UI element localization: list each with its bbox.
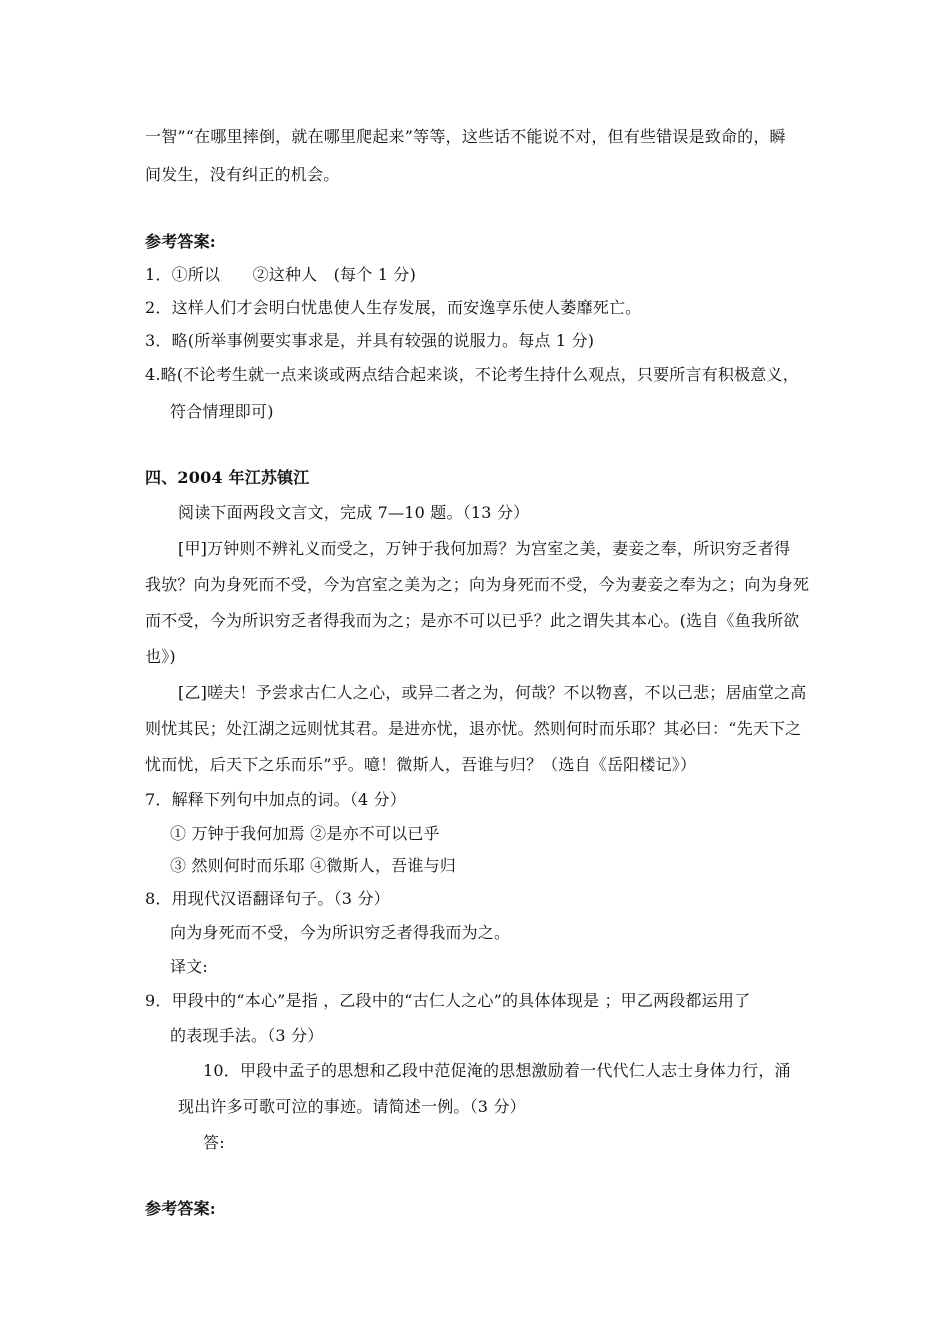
answer-2: 2．这样人们才会明白忧患使人生存发展，而安逸享乐使人萎靡死亡。 bbox=[145, 298, 642, 317]
question-9-line-1: 9．甲段中的“本心”是指 ，乙段中的“古仁人之心”的具体体现是 ；甲乙两段都运用了 bbox=[145, 991, 751, 1010]
passage-jia-line: 也》) bbox=[145, 647, 176, 666]
question-10-line-1: 10．甲段中孟子的思想和乙段中范促淹的思想激励着一代代仁人志士身体力行，涌 bbox=[203, 1061, 791, 1080]
section-heading: 四、2004 年江苏镇江 bbox=[145, 468, 310, 487]
passage-yi-line: [乙]嗟夫！予尝求古仁人之心，或异二者之为，何哉？不以物喜，不以己悲；居庙堂之高 bbox=[178, 683, 807, 702]
intro-line-2: 间发生，没有纠正的机会。 bbox=[145, 165, 340, 184]
question-7-items: ③ 然则何时而乐耶 ④微斯人，吾谁与归 bbox=[170, 856, 456, 875]
answer-label: 答: bbox=[203, 1133, 225, 1152]
answers-heading: 参考答案: bbox=[145, 232, 216, 251]
passage-jia-line: 我欤？向为身死而不受，今为宫室之美为之；向为身死而不受，今为妻妾之奉为之；向为身死 bbox=[145, 575, 810, 594]
question-7-items: ① 万钟于我何加焉 ②是亦不可以已乎 bbox=[170, 824, 440, 843]
answer-3: 3．略(所举事例要实事求是，并具有较强的说服力。每点 1 分) bbox=[145, 331, 595, 350]
translation-label: 译文: bbox=[170, 957, 208, 976]
question-8-sentence: 向为身死而不受，今为所识穷乏者得我而为之。 bbox=[170, 923, 511, 942]
passage-yi-line: 则忧其民；处江湖之远则忧其君。是进亦忧，退亦忧。然则何时而乐耶？其必曰：“先天下之 bbox=[145, 719, 802, 738]
answers-heading: 参考答案: bbox=[145, 1199, 216, 1218]
question-10-line-2: 现出许多可歌可泣的事迹。请简述一例。（3 分） bbox=[178, 1097, 526, 1116]
answer-4-line-1: 4.略(不论考生就一点来谈或两点结合起来谈，不论考生持什么观点，只要所言有积极意义， bbox=[145, 365, 799, 384]
answer-1: 1．①所以 ②这种人 (每个 1 分) bbox=[145, 265, 417, 284]
question-7-stem: 7．解释下列句中加点的词。（4 分） bbox=[145, 790, 407, 809]
question-8-stem: 8．用现代汉语翻译句子。（3 分） bbox=[145, 889, 390, 908]
passage-yi-line: 忧而忧，后天下之乐而乐”乎。噫！微斯人，吾谁与归？（选自《岳阳楼记》） bbox=[145, 755, 697, 774]
passage-jia-line: [甲]万钟则不辨礼义而受之，万钟于我何加焉？为宫室之美，妻妾之奉，所识穷乏者得 bbox=[178, 539, 791, 558]
section-instruction: 阅读下面两段文言文，完成 7—10 题。（13 分） bbox=[178, 503, 530, 522]
question-9-line-2: 的表现手法。（3 分） bbox=[170, 1026, 324, 1045]
intro-line-1: 一智”“在哪里摔倒，就在哪里爬起来”等等，这些话不能说不对，但有些错误是致命的，瞬 bbox=[145, 127, 786, 146]
answer-4-line-2: 符合情理即可) bbox=[170, 402, 274, 421]
passage-jia-line: 而不受，今为所识穷乏者得我而为之；是亦不可以已乎？此之谓失其本心。(选自《鱼我所欲 bbox=[145, 611, 800, 630]
